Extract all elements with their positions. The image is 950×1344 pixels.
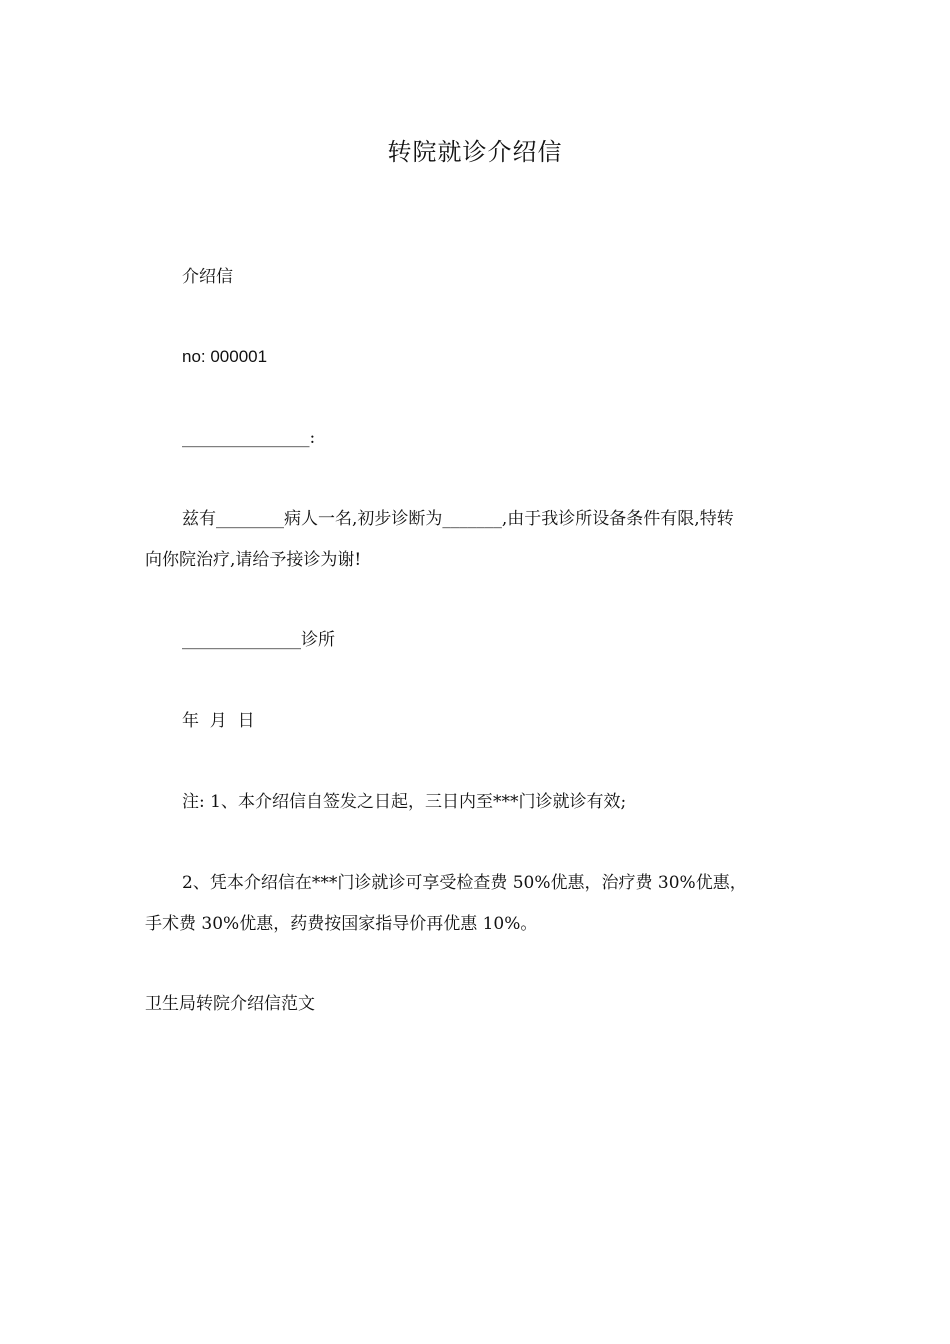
date-line: 年 月 日 (182, 711, 255, 731)
body-line-2: 向你院治疗,请给予接诊为谢! (145, 550, 362, 570)
body-line-1: 兹有________病人一名,初步诊断为_______,由于我诊所设备条件有限,特转 (182, 509, 734, 529)
document-title: 转院就诊介绍信 (387, 138, 563, 166)
letter-number: no: 000001 (182, 347, 268, 366)
note-2-line-1: 2、凭本介绍信在***门诊就诊可享受检查费 50%优惠，治疗费 30%优惠， (182, 873, 747, 893)
note-2-line-2: 手术费 30%优惠，药费按国家指导价再优惠 10%。 (145, 914, 538, 934)
recipient-line: _______________: (182, 428, 316, 448)
note-1: 注: 1、本介绍信自签发之日起，三日内至***门诊就诊有效; (182, 792, 627, 812)
clinic-signature-line: ______________诊所 (182, 630, 335, 650)
footer-heading: 卫生局转院介绍信范文 (145, 994, 315, 1014)
letter-heading: 介绍信 (182, 267, 233, 287)
